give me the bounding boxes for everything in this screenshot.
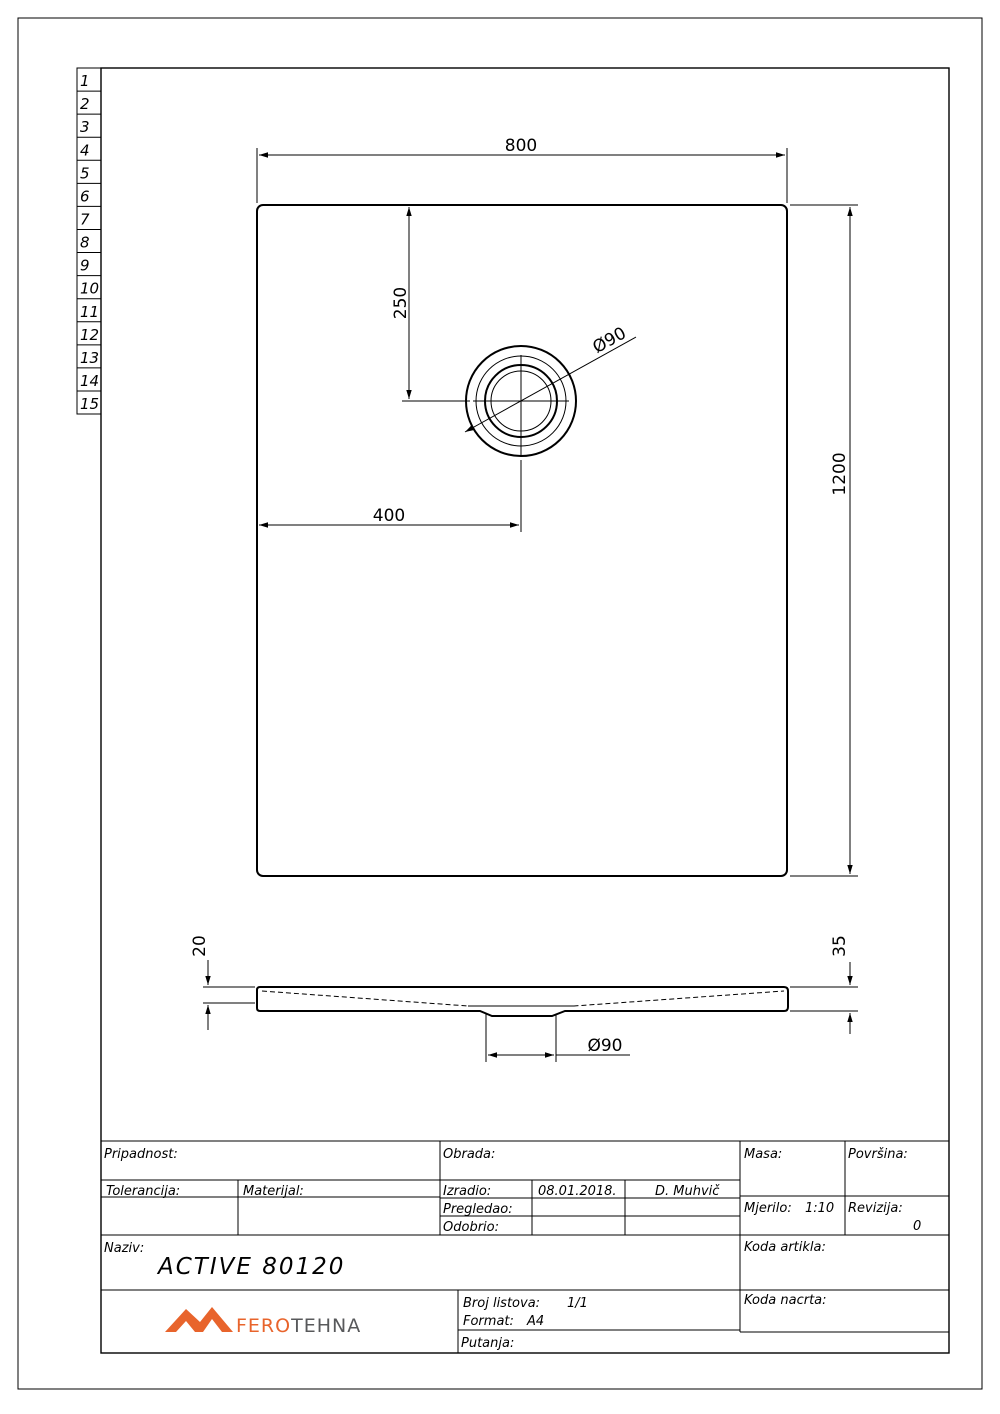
total-height-label: 35 [830, 935, 850, 957]
odobrio-label: Odobrio: [443, 1220, 499, 1235]
masa-label: Masa: [744, 1147, 783, 1162]
row-number: 12 [80, 325, 100, 344]
row-number: 5 [80, 164, 90, 183]
putanja-label: Putanja: [461, 1336, 515, 1351]
row-number: 7 [80, 210, 90, 229]
row-number: 13 [80, 348, 100, 367]
drain-symbol [465, 337, 636, 456]
row-number: 3 [80, 118, 90, 137]
side-profile-outline [257, 987, 788, 1016]
materijal-label: Materijal: [243, 1184, 304, 1199]
side-view [190, 935, 858, 1062]
pregledao-label: Pregledao: [443, 1202, 513, 1217]
width-dimension-label: 800 [504, 136, 538, 156]
format-value: A4 [527, 1314, 545, 1329]
edge-height-label: 20 [190, 935, 210, 957]
length-dimension-label: 1200 [830, 452, 850, 496]
row-number: 2 [80, 95, 90, 114]
pripadnost-label: Pripadnost: [104, 1147, 178, 1162]
naziv-label: Naziv: [104, 1241, 145, 1256]
revizija-value: 0 [913, 1219, 922, 1234]
logo-main-text: TEHNA [291, 1315, 362, 1337]
side-profile-slope [262, 991, 784, 1006]
revizija-label: Revizija: [848, 1201, 903, 1216]
logo-mountain-icon [165, 1307, 233, 1332]
koda-nacrta-label: Koda nacrta: [744, 1293, 827, 1308]
izradio-name: D. Muhvič [655, 1184, 720, 1199]
koda-artikla-label: Koda artikla: [744, 1240, 826, 1255]
tolerancija-label: Tolerancija: [106, 1184, 181, 1199]
broj-listova-label: Broj listova: [463, 1296, 541, 1311]
row-number: 10 [80, 279, 100, 298]
ferotehna-logo [165, 1307, 361, 1337]
title-block [101, 1141, 949, 1353]
row-number-strip [77, 68, 101, 414]
row-number: 15 [80, 395, 100, 414]
povrsina-label: Površina: [848, 1147, 908, 1162]
izradio-label: Izradio: [443, 1184, 492, 1199]
mjerilo-label: Mjerilo: [744, 1201, 792, 1216]
row-number: 14 [80, 371, 100, 390]
row-number: 6 [80, 187, 90, 206]
row-number: 4 [80, 141, 90, 160]
format-label: Format: [463, 1314, 514, 1329]
row-number: 11 [80, 302, 100, 321]
shower-tray-outline [257, 205, 787, 876]
drain-offset-left-label: 400 [372, 506, 406, 526]
obrada-label: Obrada: [443, 1147, 496, 1162]
row-number: 9 [80, 256, 90, 275]
broj-listova-value: 1/1 [567, 1296, 588, 1311]
mjerilo-value: 1:10 [805, 1201, 835, 1216]
row-number: 8 [80, 233, 90, 252]
izradio-date: 08.01.2018. [538, 1184, 617, 1199]
logo-accent-text: FERO [236, 1315, 292, 1337]
drain-offset-top-label: 250 [391, 286, 411, 320]
side-drain-diameter-label: Ø90 [587, 1036, 623, 1056]
drain-diameter-label: Ø90 [589, 323, 630, 358]
naziv-value: ACTIVE 80120 [158, 1254, 346, 1280]
row-number: 1 [80, 72, 90, 91]
logo-wordmark [236, 1315, 361, 1337]
plan-view [257, 136, 858, 876]
drawing-border [101, 68, 949, 1353]
